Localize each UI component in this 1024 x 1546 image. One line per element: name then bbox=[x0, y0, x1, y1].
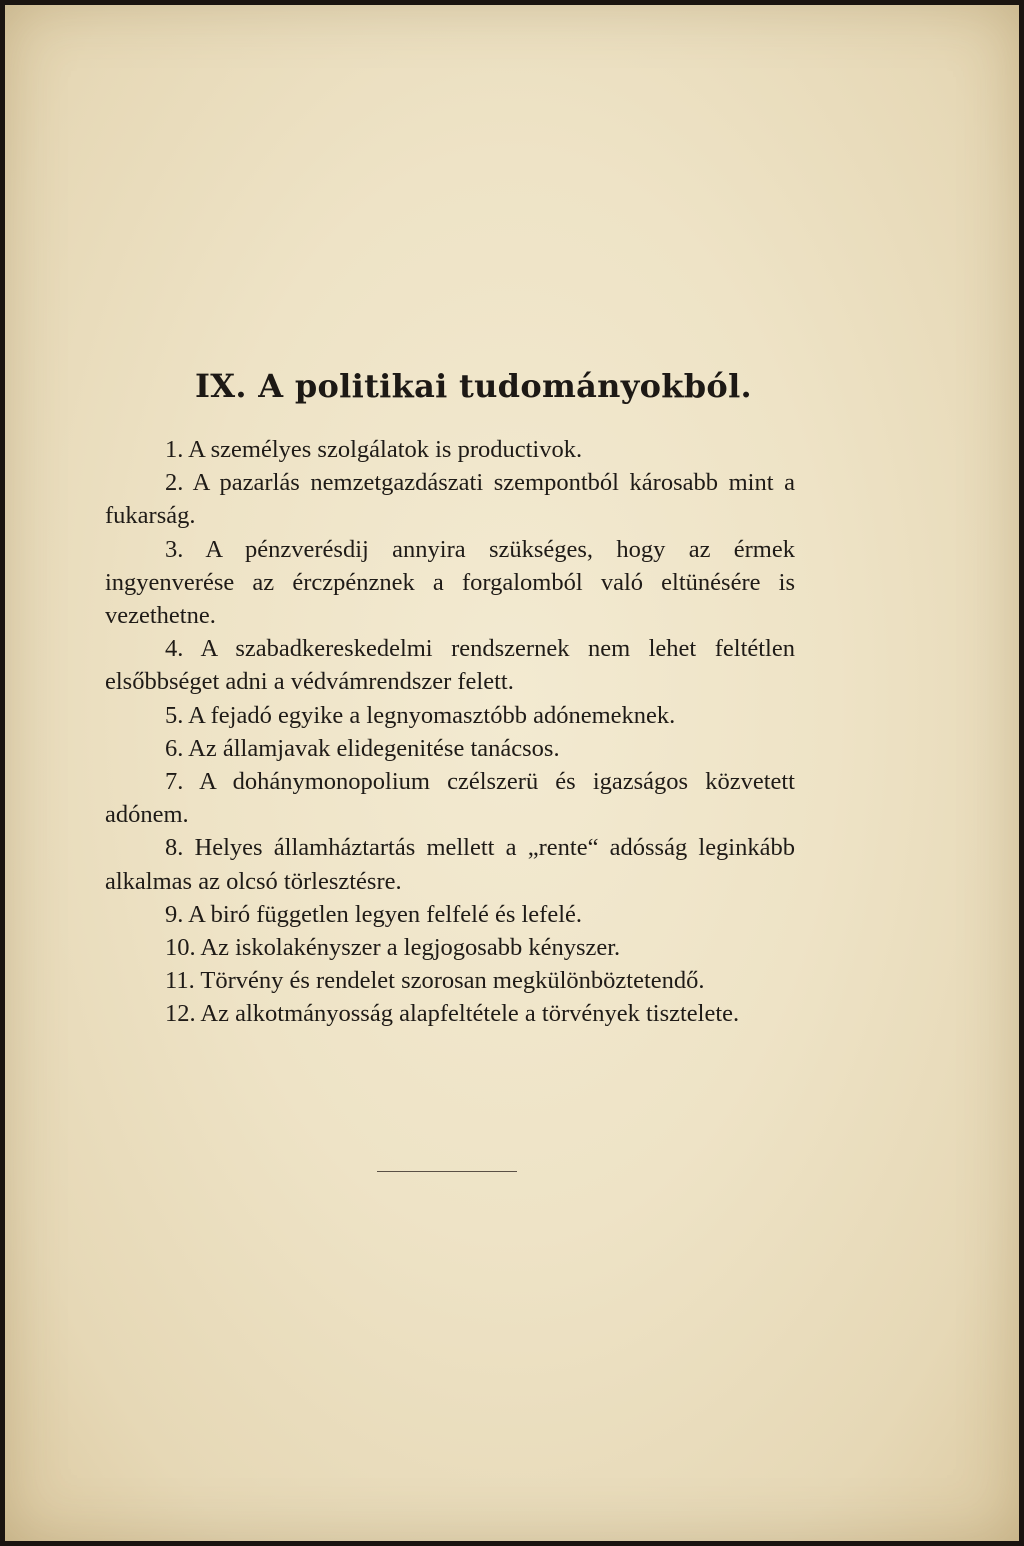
thesis-item-8: 8. Helyes államháztartás mellett a „rente“ adósság leginkább alkalmas az olcsó törlesztésre. bbox=[105, 834, 795, 895]
section-heading: IX. A politikai tudományokból. bbox=[195, 367, 752, 405]
thesis-list bbox=[105, 433, 795, 1031]
thesis-item-5: 5. A fejadó egyike a legnyomasztóbb adónemeknek. bbox=[165, 701, 676, 729]
thesis-item-11: 11. Törvény és rendelet szorosan megkülönböztetendő. bbox=[165, 967, 705, 995]
thesis-item-9: 9. A biró független legyen felfelé és lefelé. bbox=[165, 900, 583, 928]
thesis-item-12: 12. Az alkotmányosság alapfeltétele a törvények tisztelete. bbox=[165, 1000, 740, 1028]
thesis-item-4: 4. A szabadkereskedelmi rendszernek nem lehet feltétlen elsőbbséget adni a védvámrendszer felett. bbox=[105, 635, 795, 696]
thesis-item-6: 6. Az államjavak elidegenitése tanácsos. bbox=[165, 734, 560, 762]
thesis-item-2: 2. A pazarlás nemzetgazdászati szempontból károsabb mint a fukarság. bbox=[105, 469, 795, 530]
thesis-item-3: 3. A pénzverésdij annyira szükséges, hogy az érmek ingyenverése az érczpénznek a forgalomból való eltünésére is vezethetne. bbox=[105, 535, 795, 630]
thesis-item-10: 10. Az iskolakényszer a legjogosabb kényszer. bbox=[165, 934, 621, 962]
thesis-item-1: 1. A személyes szolgálatok is productivok. bbox=[165, 436, 583, 463]
thesis-item-7: 7. A dohánymonopolium czélszerü és igazságos közvetett adónem. bbox=[105, 768, 795, 829]
section-end-rule bbox=[377, 1171, 517, 1172]
